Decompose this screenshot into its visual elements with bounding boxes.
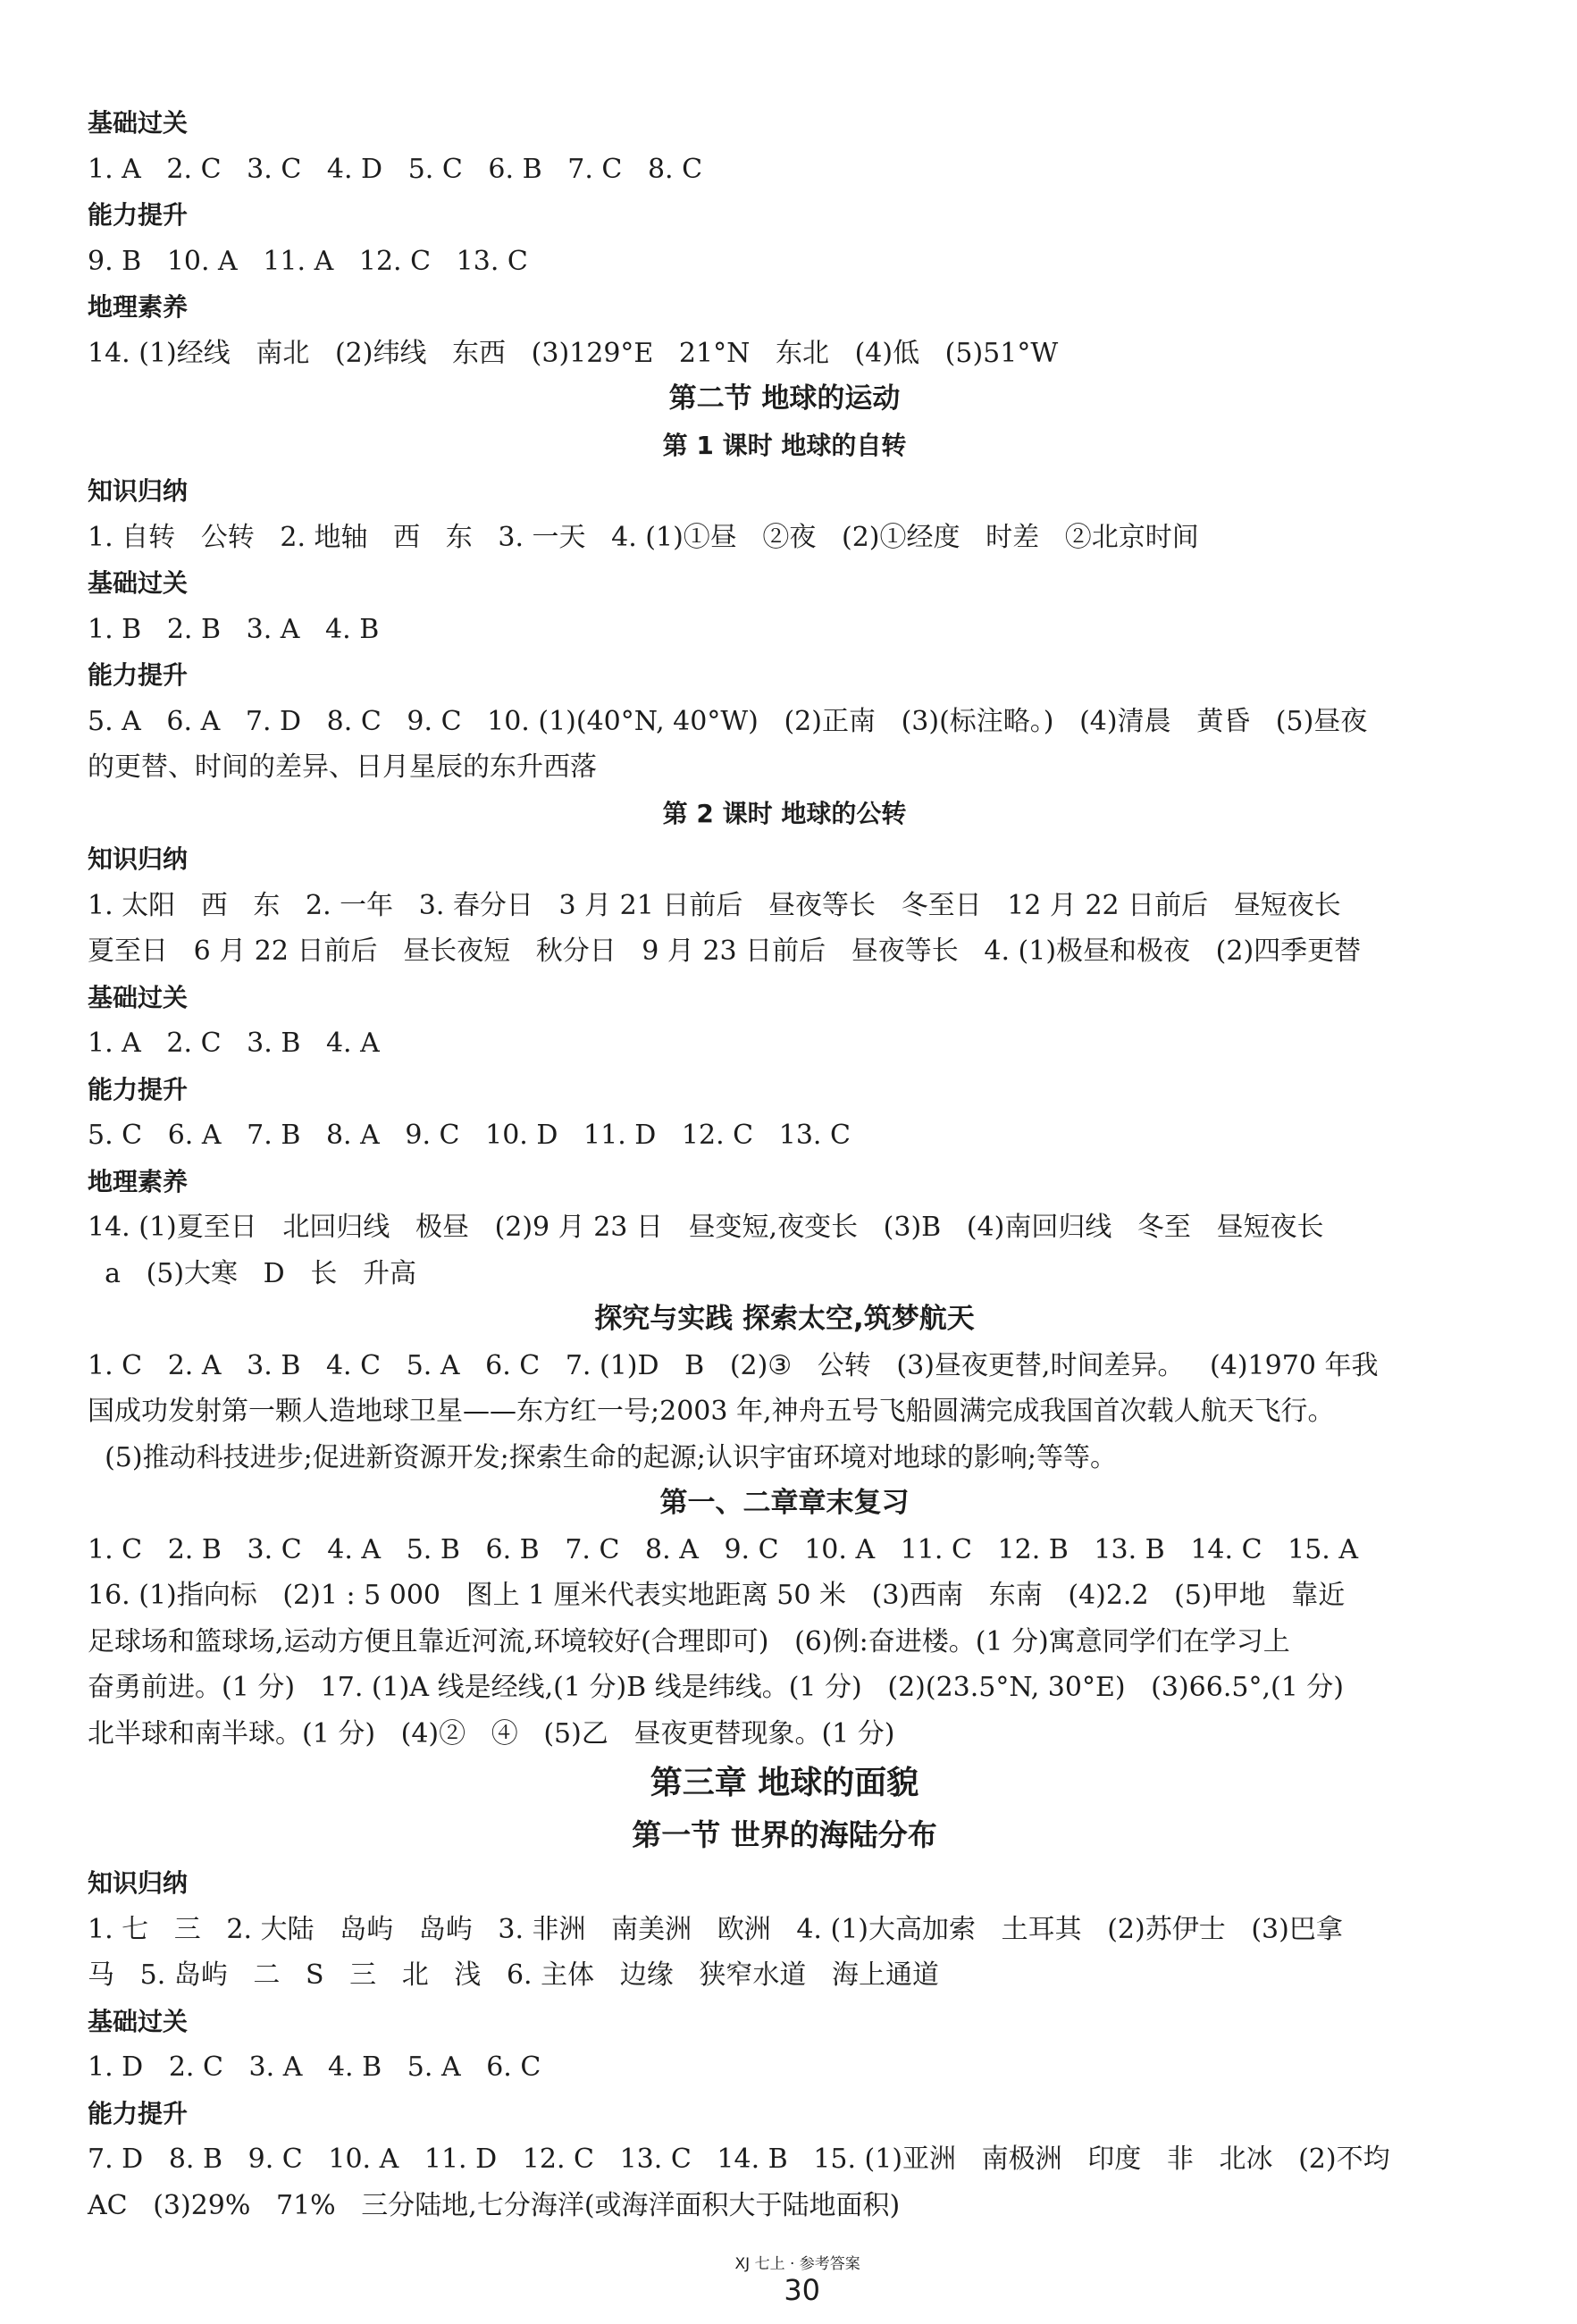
- section-label: 基础过关: [88, 982, 189, 1012]
- answer-line: a (5)大寒 D 长 升高: [88, 1257, 416, 1289]
- answer-line: 7. D 8. B 9. C 10. A 11. D 12. C 13. C 14. B 15. (1)亚洲 南极洲 印度 非 北冰 (2)不均: [88, 2144, 1390, 2175]
- section-label: 知识归纳: [88, 1868, 189, 1898]
- section-title: 第一、二章章末复习: [659, 1487, 910, 1519]
- answer-line: 1. 七 三 2. 大陆 岛屿 岛屿 3. 非洲 南美洲 欧洲 4. (1)大高加索 土耳其 (2)苏伊士 (3)巴拿: [88, 1913, 1343, 1945]
- section-title: 第二节 地球的运动: [668, 382, 901, 415]
- answer-line: 5. A 6. A 7. D 8. C 9. C 10. (1)(40°N, 40°W) (2)正南 (3)(标注略。) (4)清晨 黄昏 (5)昼夜: [88, 705, 1368, 737]
- answer-line: 北半球和南半球。(1 分) (4)② ④ (5)乙 昼夜更替现象。(1 分): [88, 1717, 895, 1749]
- section-title: 探究与实践 探索太空,筑梦航天: [594, 1303, 975, 1335]
- section-label: 知识归纳: [88, 844, 189, 874]
- answer-line: 夏至日 6 月 22 日前后 昼长夜短 秋分日 9 月 23 日前后 昼夜等长 4. (1)极昼和极夜 (2)四季更替: [88, 935, 1362, 967]
- answer-line: 1. B 2. B 3. A 4. B: [88, 613, 380, 645]
- section-title: 第 1 课时 地球的自转: [662, 430, 907, 460]
- section-label: 知识归纳: [88, 476, 189, 506]
- answer-line: 马 5. 岛屿 二 S 三 北 浅 6. 主体 边缘 狭窄水道 海上通道: [88, 1959, 939, 1991]
- section-title: 第三章 地球的面貌: [650, 1765, 919, 1801]
- section-label: 地理素养: [88, 292, 189, 322]
- answer-line: 1. C 2. A 3. B 4. C 5. A 6. C 7. (1)D B (2)③ 公转 (3)昼夜更替,时间差异。 (4)1970 年我: [88, 1349, 1379, 1381]
- section-label: 地理素养: [88, 1166, 189, 1196]
- answer-line: 奋勇前进。(1 分) 17. (1)A 线是经线,(1 分)B 线是纬线。(1 分) (2)(23.5°N, 30°E) (3)66.5°,(1 分): [88, 1672, 1345, 1703]
- answer-line: 14. (1)夏至日 北回归线 极昼 (2)9 月 23 日 昼变短,夜变长 (3)B (4)南回归线 冬至 昼短夜长: [88, 1212, 1324, 1243]
- answer-line: 1. C 2. B 3. C 4. A 5. B 6. B 7. C 8. A 9. C 10. A 11. C 12. B 13. B 14. C 15. A: [88, 1533, 1359, 1565]
- section-title: 第一节 世界的海陆分布: [632, 1817, 937, 1852]
- answer-line: 1. D 2. C 3. A 4. B 5. A 6. C: [88, 2051, 541, 2083]
- answer-line: (5)推动科技进步;促进新资源开发;探索生命的起源;认识宇宙环境对地球的影响;等等。: [88, 1441, 1117, 1473]
- section-label: 基础过关: [88, 2006, 189, 2036]
- page-number: 30: [784, 2273, 821, 2307]
- answer-content: [88, 100, 1481, 2228]
- answer-line: 的更替、时间的差异、日月星辰的东升西落: [88, 751, 597, 783]
- section-label: 基础过关: [88, 568, 189, 598]
- page-footer: [0, 2234, 1577, 2324]
- answer-line: 1. A 2. C 3. C 4. D 5. C 6. B 7. C 8. C: [88, 153, 703, 185]
- section-label: 能力提升: [88, 1074, 189, 1104]
- section-label: 能力提升: [88, 660, 189, 690]
- answer-line: 足球场和篮球场,运动方便且靠近河流,环境较好(合理即可) (6)例:奋进楼。(1 分)寓意同学们在学习上: [88, 1625, 1290, 1657]
- section-title: 第 2 课时 地球的公转: [662, 798, 907, 828]
- answer-line: 9. B 10. A 11. A 12. C 13. C: [88, 245, 528, 277]
- answer-line: 1. 自转 公转 2. 地轴 西 东 3. 一天 4. (1)①昼 ②夜 (2)①经度 时差 ②北京时间: [88, 521, 1199, 553]
- answer-line: AC (3)29% 71% 三分陆地,七分海洋(或海洋面积大于陆地面积): [88, 2189, 901, 2221]
- answer-line: 国成功发射第一颗人造地球卫星——东方红一号;2003 年,神舟五号飞船圆满完成我国首次载人航天飞行。: [88, 1396, 1335, 1427]
- answer-line: 16. (1)指向标 (2)1 : 5 000 图上 1 厘米代表实地距离 50 米 (3)西南 东南 (4)2.2 (5)甲地 靠近: [88, 1580, 1346, 1611]
- answer-line: 1. A 2. C 3. B 4. A: [88, 1028, 380, 1059]
- section-label: 能力提升: [88, 2098, 189, 2128]
- section-label: 能力提升: [88, 200, 189, 230]
- answer-line: 14. (1)经线 南北 (2)纬线 东西 (3)129°E 21°N 东北 (4)低 (5)51°W: [88, 337, 1059, 369]
- section-label: 基础过关: [88, 108, 189, 138]
- answer-line: 5. C 6. A 7. B 8. A 9. C 10. D 11. D 12. C 13. C: [88, 1120, 851, 1151]
- answer-line: 1. 太阳 西 东 2. 一年 3. 春分日 3 月 21 日前后 昼夜等长 冬至日 12 月 22 日前后 昼短夜长: [88, 889, 1341, 921]
- footer-label: XJ 七上 · 参考答案: [734, 2255, 860, 2273]
